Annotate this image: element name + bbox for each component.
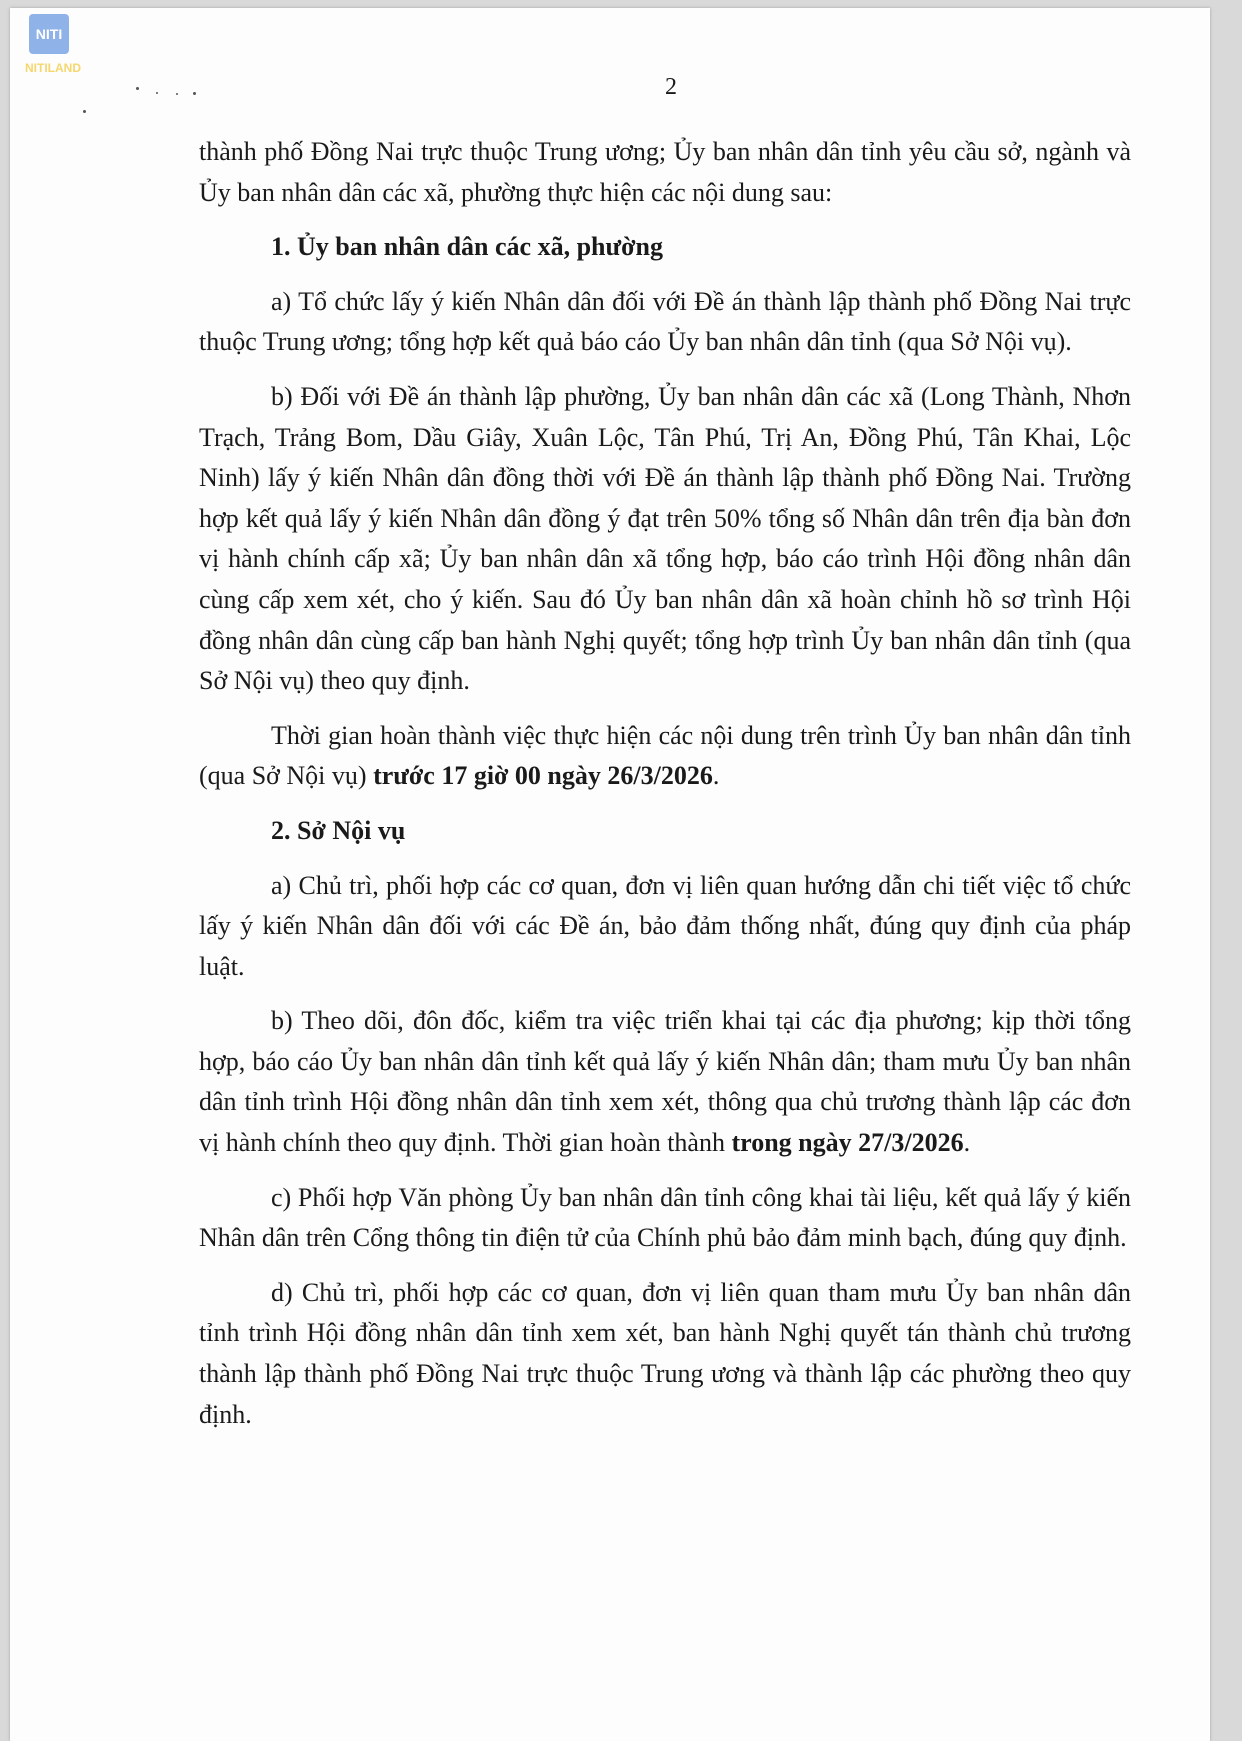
paragraph-2b-end: . bbox=[963, 1128, 971, 1158]
watermark-logo bbox=[18, 14, 88, 75]
paragraph-1a: a) Tổ chức lấy ý kiến Nhân dân đối với Đề án thành lập thành phố Đồng Nai trực thuộc Trung ương; tổng hợp kết quả báo cáo Ủy ban nhân dân tỉnh (qua Sở Nội vụ). bbox=[199, 286, 1131, 357]
paragraph-2c: c) Phối hợp Văn phòng Ủy ban nhân dân tỉnh công khai tài liệu, kết quả lấy ý kiến Nhân dân trên Cổng thông tin điện tử của Chính phủ bảo đảm minh bạch, đúng quy định. bbox=[199, 1182, 1131, 1253]
page-number: 2 bbox=[665, 74, 677, 100]
paragraph-2b-text: b) Theo dõi, đôn đốc, kiểm tra việc triển khai tại các địa phương; kịp thời tổng hợp, báo cáo Ủy ban nhân dân tỉnh kết quả lấy ý kiến Nhân dân; tham mưu Ủy ban nhân dân tỉnh trình Hội đồng nhân dân tỉnh xem xét, thông qua chủ trương thành lập các đơn vị hành chính theo quy định. Thời gian hoàn thành bbox=[199, 1006, 1131, 1158]
deadline-end: . bbox=[712, 761, 720, 791]
paragraph-2d: d) Chủ trì, phối hợp các cơ quan, đơn vị liên quan tham mưu Ủy ban nhân dân tỉnh trình Hội đồng nhân dân tỉnh xem xét, ban hành Nghị quyết tán thành chủ trương thành lập thành phố Đồng Nai trực thuộc Trung ương và thành lập các phường theo quy định. bbox=[199, 1277, 1131, 1429]
deadline-text: Thời gian hoàn thành việc thực hiện các nội dung trên trình Ủy ban nhân dân tỉnh (qua Sở Nội vụ) bbox=[199, 720, 1131, 791]
section-heading-2: 2. Sở Nội vụ bbox=[271, 815, 406, 845]
paragraph-2b bbox=[199, 1001, 1131, 1163]
paragraph-2a: a) Chủ trì, phối hợp các cơ quan, đơn vị liên quan hướng dẫn chi tiết việc tổ chức lấy ý kiến Nhân dân đối với các Đề án, bảo đảm thống nhất, đúng quy định của pháp luật. bbox=[199, 870, 1131, 981]
paragraph-2b-bold: trong ngày 27/3/2026 bbox=[731, 1128, 964, 1158]
deadline-bold: trước 17 giờ 00 ngày 26/3/2026 bbox=[373, 761, 713, 791]
paragraph-1-deadline bbox=[199, 716, 1131, 797]
logo-name: NITILAND bbox=[25, 61, 81, 75]
paragraph-intro: thành phố Đồng Nai trực thuộc Trung ương; Ủy ban nhân dân tỉnh yêu cầu sở, ngành và Ủy ban nhân dân các xã, phường thực hiện các nội dung sau: bbox=[199, 137, 1131, 207]
paragraph-1b: b) Đối với Đề án thành lập phường, Ủy ban nhân dân các xã (Long Thành, Nhơn Trạch, Trảng Bom, Dầu Giây, Xuân Lộc, Tân Phú, Trị An, Đồng Phú, Tân Khai, Lộc Ninh) lấy ý kiến Nhân dân đồng thời với Đề án thành lập thành phố Đồng Nai. Trường hợp kết quả lấy ý kiến Nhân dân đồng ý đạt trên 50% tổng số Nhân dân trên địa bàn đơn vị hành chính cấp xã; Ủy ban nhân dân xã tổng hợp, báo cáo trình Hội đồng nhân dân cùng cấp xem xét, cho ý kiến. Sau đó Ủy ban nhân dân xã hoàn chỉnh hồ sơ trình Hội đồng nhân dân cùng cấp ban hành Nghị quyết; tổng hợp trình Ủy ban nhân dân tỉnh (qua Sở Nội vụ) theo quy định. bbox=[199, 381, 1131, 696]
document-body bbox=[199, 132, 1131, 1449]
section-heading-1: 1. Ủy ban nhân dân các xã, phường bbox=[271, 232, 663, 262]
speck bbox=[83, 110, 86, 113]
document-page bbox=[10, 8, 1210, 1741]
logo-mark: NITI bbox=[29, 14, 69, 54]
